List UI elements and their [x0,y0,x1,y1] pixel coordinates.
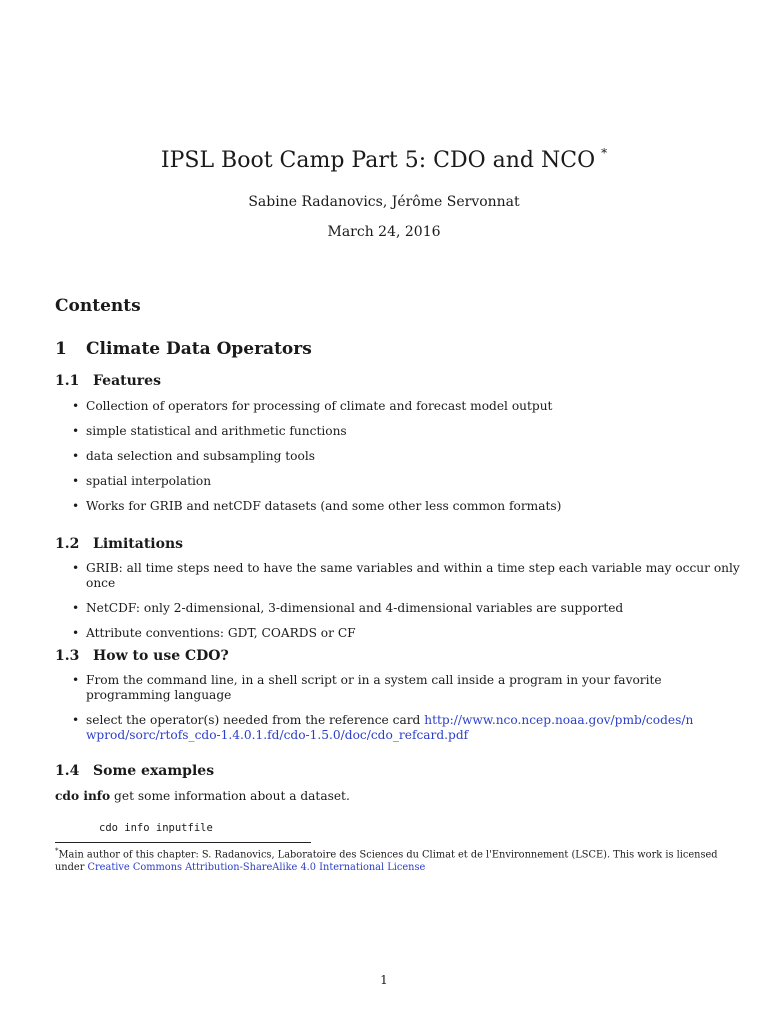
list-item: • NetCDF: only 2-dimensional, 3-dimensional and 4-dimensional variables are supported [72,601,742,616]
footnote: *Main author of this chapter: S. Radanovics, Laboratoire des Sciences du Climat et de l'Environnement (LSCE). This work is licensed under Creative Commons Attribution-ShareAlike 4.0 International License [55,847,718,874]
section-1-2-heading: 1.2 Limitations [55,536,184,552]
section-1-heading: 1 Climate Data Operators [55,339,312,359]
document-title: IPSL Boot Camp Part 5: CDO and NCO * [160,146,608,173]
usage-list [72,673,698,743]
refcard-link[interactable]: http://www.nco.ncep.noaa.gov/pmb/codes/nwprod/sorc/rtofs_cdo-1.4.0.1.fd/cdo-1.5.0/doc/cdo_refcard.pdf [86,713,694,742]
list-item: • Collection of operators for processing of climate and forecast model output [72,399,742,414]
list-item: • spatial interpolation [72,474,742,489]
list-item: • GRIB: all time steps need to have the same variables and within a time step each variable may occur only once [72,561,742,591]
contents-heading: Contents [55,296,141,316]
page-number: 1 [380,973,388,987]
limitations-list [72,561,742,641]
authors: Sabine Radanovics, Jérôme Servonnat [248,194,520,210]
section-1-3-heading: 1.3 How to use CDO? [55,648,229,664]
cdo-info-description: cdo info get some information about a dataset. [55,789,350,803]
features-list [72,399,742,514]
list-item: • select the operator(s) needed from the reference card http://www.nco.ncep.noaa.gov/pmb/codes/nwprod/sorc/rtofs_cdo-1.4.0.1.fd/cdo-1.5.0/doc/cdo_refcard.pdf [72,713,698,743]
footnote-rule [55,842,311,843]
list-item: • data selection and subsampling tools [72,449,742,464]
section-1-1-heading: 1.1 Features [55,373,161,389]
command-name: cdo info [55,789,111,803]
title-footnote-mark[interactable]: * [601,146,608,160]
list-item: • Works for GRIB and netCDF datasets (and some other less common formats) [72,499,742,514]
code-example: cdo info inputfile [99,822,213,834]
list-item: • Attribute conventions: GDT, COARDS or CF [72,626,742,641]
list-item: • simple statistical and arithmetic functions [72,424,742,439]
list-item: • From the command line, in a shell script or in a system call inside a program in your favorite programming language [72,673,698,703]
license-link[interactable]: Creative Commons Attribution-ShareAlike 4.0 International License [87,862,426,874]
document-date: March 24, 2016 [327,224,441,240]
section-1-4-heading: 1.4 Some examples [55,763,215,779]
